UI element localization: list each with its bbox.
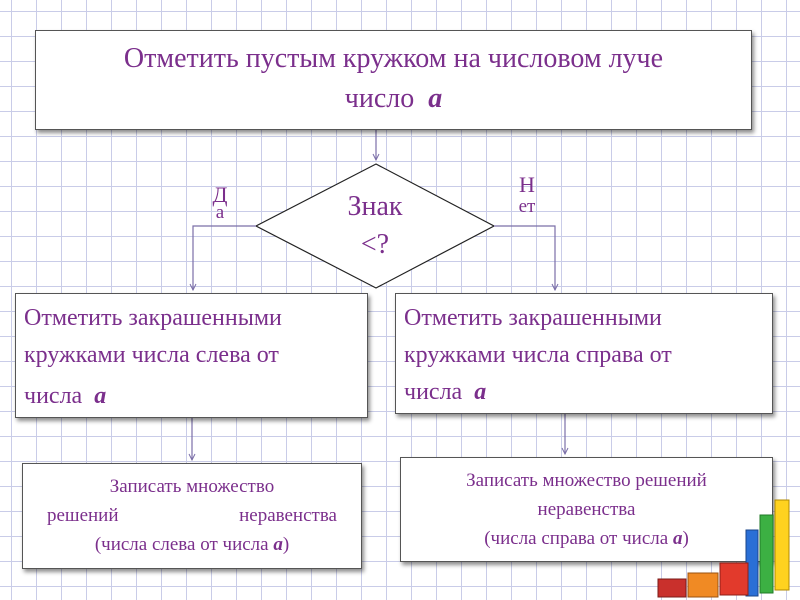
- decision-line1: Знак: [347, 191, 403, 222]
- no-action-box: Отметить закрашенными кружками числа справа от числа а: [395, 293, 773, 414]
- yes-action-box: Отметить закрашенными кружками числа слева от числа а: [15, 293, 368, 418]
- arrow-yes-branch: [193, 226, 256, 290]
- decision-label: [320, 188, 430, 264]
- start-box-var: а: [428, 83, 443, 114]
- decision-line2: <?: [360, 229, 390, 260]
- start-box: [35, 30, 752, 130]
- no-result-box: Записать множество решений неравенства (числа справа от числа а): [400, 457, 773, 562]
- start-box-line2: число: [344, 83, 415, 114]
- yes-result-box: Записать множество решений неравенства (числа слева от числа а): [22, 463, 362, 569]
- no-label: Н ет: [518, 172, 536, 217]
- start-box-line1: Отметить пустым кружком на числовом луче: [123, 43, 664, 74]
- arrow-no-branch: [494, 226, 555, 290]
- crayons-decoration: [650, 495, 800, 600]
- yes-label: Д а: [212, 182, 228, 223]
